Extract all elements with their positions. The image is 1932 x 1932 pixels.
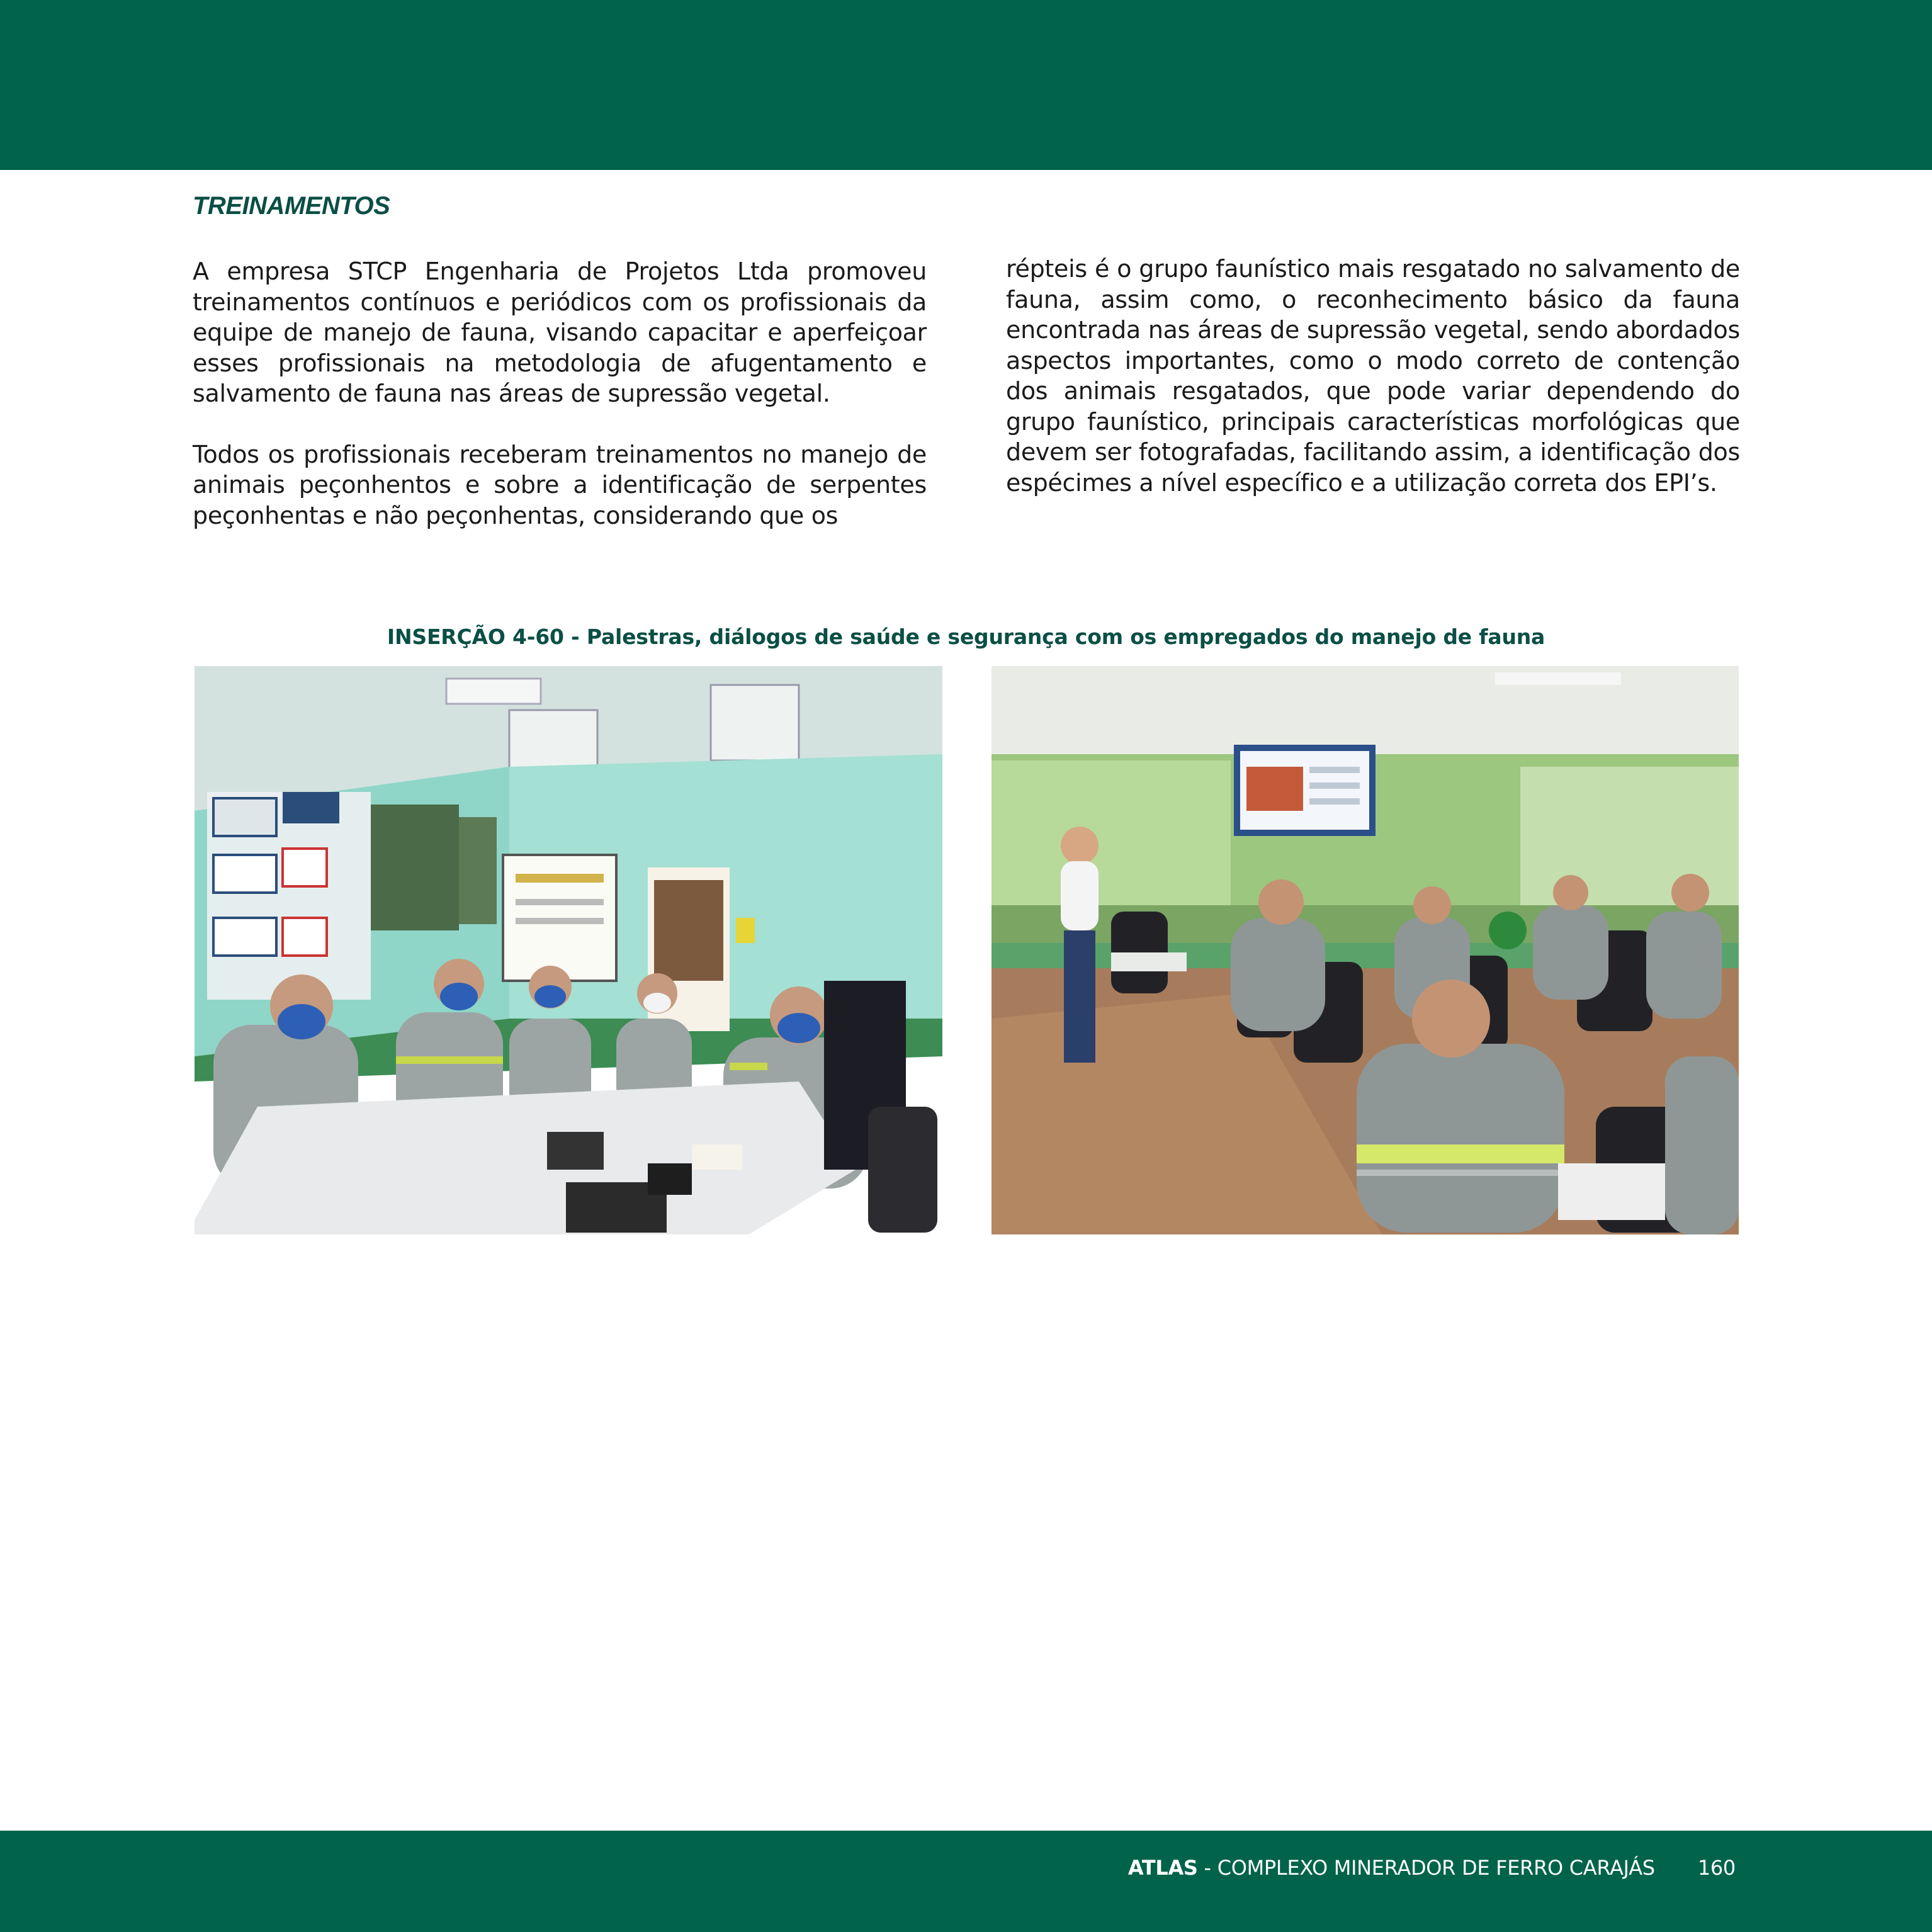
- paragraph: A empresa STCP Engenharia de Projetos Ltda promoveu treinamentos contínuos e periódicos com os profissionais da equipe de manejo de fauna, visando capacitar e aperfeiçoar esses profissionais na metodologia de afugentamento e salvamento de fauna nas áreas de supressão vegetal.: [193, 257, 927, 407]
- page-number: 160: [1697, 1856, 1736, 1880]
- text-column-right: [1006, 254, 1740, 498]
- footer-band: [0, 1831, 1932, 1932]
- footer: [1128, 1856, 1736, 1880]
- header-band: [0, 0, 1932, 170]
- text-column-left: [193, 256, 927, 531]
- paragraph: répteis é o grupo faunístico mais resgatado no salvamento de fauna, assim como, o reconhecimento básico da fauna encontrada nas áreas de supressão vegetal, sendo abordados aspectos importantes, como o modo correto de contenção dos animais resgatados, que pode variar dependendo do grupo faunístico, principais características morfológicas que devem ser fotografadas, facilitando assim, a identificação dos espécimes a nível específico e a utilização correta dos EPI’s.: [1006, 255, 1740, 497]
- photo-classroom: [991, 666, 1739, 1234]
- photo-meeting-room: [195, 666, 942, 1234]
- footer-title: COMPLEXO MINERADOR DE FERRO CARAJÁS: [1217, 1856, 1655, 1880]
- footer-atlas: ATLAS: [1127, 1856, 1198, 1880]
- paragraph: Todos os profissionais receberam treinamentos no manejo de animais peçonhentos e sobre a identificação de serpentes peçonhentas e não peçonhentas, considerando que os: [193, 440, 927, 529]
- figure-caption: INSERÇÃO 4-60 - Palestras, diálogos de saúde e segurança com os empregados do manejo de fauna: [387, 624, 1545, 649]
- section-title: TREINAMENTOS: [193, 192, 390, 220]
- footer-separator: -: [1197, 1856, 1217, 1880]
